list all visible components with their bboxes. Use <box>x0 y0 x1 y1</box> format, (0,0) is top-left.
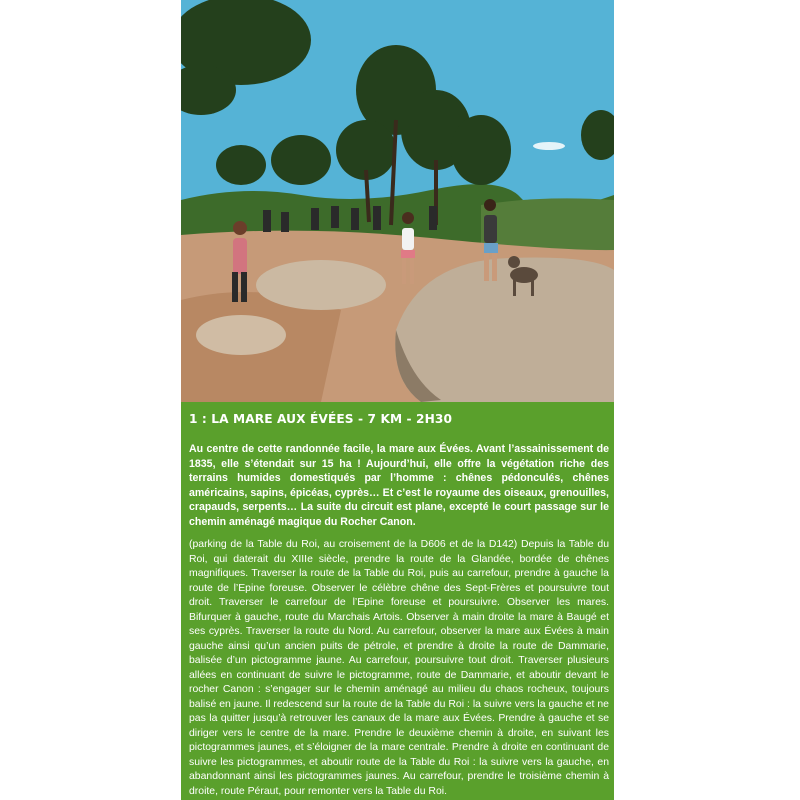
photo-image <box>181 0 614 402</box>
route-title: 1 : LA MARE AUX ÉVÉES - 7 KM - 2H30 <box>189 412 453 426</box>
route-directions: (parking de la Table du Roi, au croisement de la D606 et de la D142) Depuis la Table du Roi, qui daterait du XIIIe siècle, prendre la route de la Glandée, bordée de chênes magnifiques. Traverser la route de la Table du Roi, puis au carrefour, prendre à gauche la route de l’Epine foreuse. Observer le célèbre chêne des Sept-Frères et poursuivre tout droit. Traverser le carrefour de l’Epine foreuse et poursuivre. Observer les mares. Bifurquer à gauche, route du Marchais Artois. Observer à main droite la mare à Baugé et ses cyprès. Traverser la route du Nord. Au carrefour, observer la mare aux Évées à main gauche ainsi qu’un ancien puits de pétrole, et prendre à droite la route de Dammarie, balisée d’un pictogramme jaune. Au carrefour, poursuivre tout droit. Traverser plusieurs allées en continuant de suivre le pictogramme, route de Dammarie, et aboutir devant le rocher Canon : s’engager sur le chemin aménagé au milieu du chaos rocheux, toujours balisé en jaune. Il redescend sur la route de la Table du Roi : la suivre vers la gauche et ne pas la quitter jusqu’à retrouver les canaux de la mare aux Évées. Prendre à gauche et se diriger vers le centre de la mare. Prendre le deuxième chemin à droite, en suivant les pictogrammes jaunes, et s’éloigner de la mare centrale. Prendre à droite en continuant de suivre les pictogrammes, et aboutir route de la Table du Roi : la suivre vers la gauche, en abandonnant ainsi les pictogrammes jaunes. Au carrefour, prendre le troisième chemin à droite, route Péraut, pour remonter vers la Table du Roi. <box>189 539 609 797</box>
route-intro: Au centre de cette randonnée facile, la mare aux Évées. Avant l’assainissement de 1835, elle s’étendait sur 15 ha ! Aujourd’hui, elle offre la végétation riche des terrains humides domestiqués par l’homme : chênes pédonculés, chênes américains, sapins, épicéas, cyprès… Et c’est le royaume des oiseaux, grenouilles, crapauds, serpents… La suite du circuit est plane, excepté le court passage sur le chemin aménagé magique du Rocher Canon. <box>189 443 609 528</box>
route-text-panel <box>181 402 614 800</box>
hikers-photo <box>181 0 614 402</box>
route-card <box>181 0 614 800</box>
